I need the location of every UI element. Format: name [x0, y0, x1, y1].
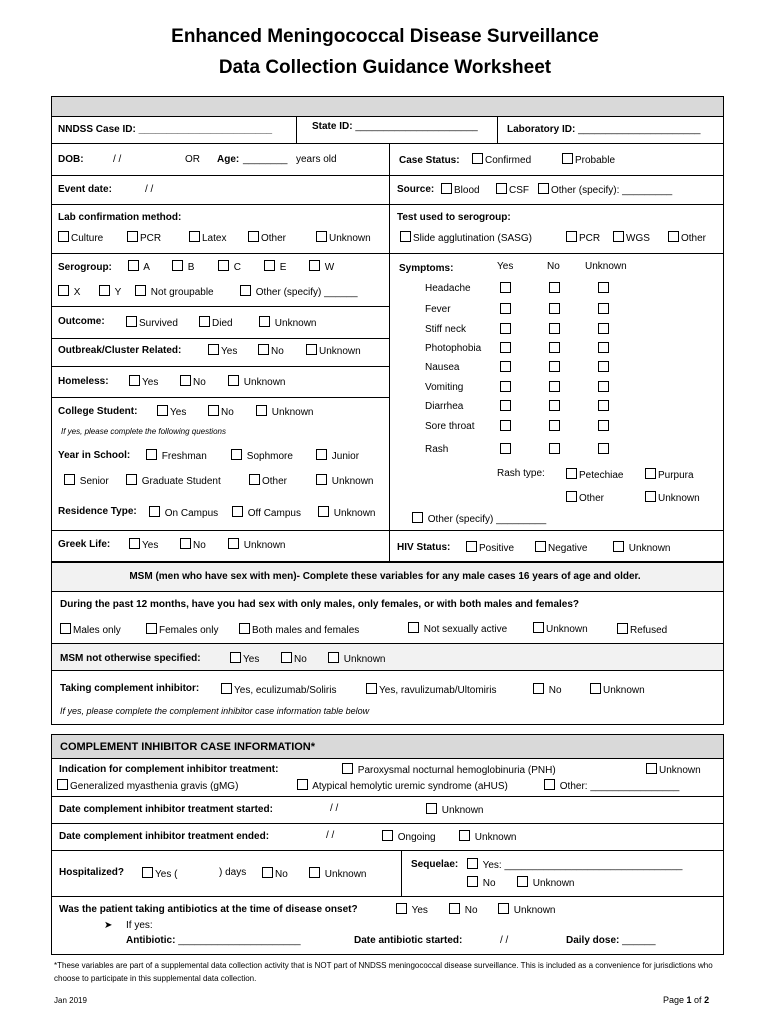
symptom-label: Vomiting: [425, 382, 464, 393]
past12-females-only[interactable]: Females only: [146, 623, 218, 636]
year-senior[interactable]: Senior: [64, 474, 109, 487]
checkbox[interactable]: [466, 541, 477, 552]
symptom-label: Fever: [425, 304, 451, 315]
serogroup-test-pcr[interactable]: PCR: [566, 231, 600, 244]
complement-soliris[interactable]: Yes, eculizumab/Soliris: [221, 683, 336, 696]
checkbox[interactable]: [180, 538, 191, 549]
symptom-yes-checkbox[interactable]: [500, 342, 511, 353]
checkbox[interactable]: [467, 876, 478, 887]
started-label: Date complement inhibitor treatment started:: [59, 804, 273, 815]
symptom-unknown-checkbox[interactable]: [598, 323, 609, 334]
complement-note: If yes, please complete the complement inhibitor case information table below: [60, 706, 370, 716]
outcome-unknown[interactable]: Unknown: [259, 316, 316, 329]
serogroup-not-groupable[interactable]: Not groupable: [135, 285, 214, 298]
serogroup-e[interactable]: E: [264, 260, 286, 273]
dob-or: OR: [185, 154, 200, 165]
checkbox[interactable]: [240, 285, 251, 296]
checkbox[interactable]: [309, 260, 320, 271]
lab-method-label: Lab confirmation method:: [58, 212, 182, 223]
laboratory-id-field[interactable]: ______________________: [578, 124, 701, 135]
checkbox[interactable]: [239, 623, 250, 634]
checkbox[interactable]: [342, 763, 353, 774]
case-status-confirmed[interactable]: Confirmed: [472, 153, 531, 166]
past12-refused[interactable]: Refused: [617, 623, 667, 636]
symptom-unknown-checkbox[interactable]: [598, 282, 609, 293]
checkbox[interactable]: [400, 231, 411, 242]
checkbox[interactable]: [258, 344, 269, 355]
outcome-label: Outcome:: [58, 316, 105, 327]
page-number: Page 1 of 2: [663, 995, 710, 1005]
outcome-survived[interactable]: Survived: [126, 316, 178, 329]
age-label: Age:: [217, 154, 240, 165]
checkbox[interactable]: [472, 153, 483, 164]
ended-unknown[interactable]: Unknown: [459, 830, 516, 843]
symptom-unknown-checkbox[interactable]: [598, 443, 609, 454]
hospitalized-no[interactable]: No: [262, 867, 288, 880]
checkbox[interactable]: [180, 375, 191, 386]
past12-not-active[interactable]: Not sexually active: [408, 622, 507, 635]
year-sophmore[interactable]: Sophmore: [231, 449, 293, 462]
hiv-positive[interactable]: Positive: [466, 541, 514, 554]
outbreak-label: Outbreak/Cluster Related:: [58, 345, 182, 356]
checkbox[interactable]: [441, 183, 452, 194]
case-status-label: Case Status:: [399, 155, 460, 166]
lab-method-unknown[interactable]: Unknown: [316, 231, 371, 244]
checkbox[interactable]: [408, 622, 419, 633]
checkbox[interactable]: [412, 512, 423, 523]
hiv-label: HIV Status:: [397, 542, 451, 553]
year-freshman[interactable]: Freshman: [146, 449, 207, 462]
checkbox[interactable]: [58, 231, 69, 242]
greek-yes[interactable]: Yes: [129, 538, 158, 551]
checkbox[interactable]: [613, 541, 624, 552]
symptom-label: Diarrhea: [425, 401, 464, 412]
year-other[interactable]: Other: [249, 474, 287, 487]
hiv-negative[interactable]: Negative: [535, 541, 587, 554]
nndss-case-id-label: NNDSS Case ID: ________________________: [58, 124, 273, 135]
checkbox[interactable]: [149, 506, 160, 517]
main-info-section: [51, 96, 724, 562]
year-graduate[interactable]: Graduate Student: [126, 474, 221, 487]
symptom-no-checkbox[interactable]: [549, 323, 560, 334]
year-unknown[interactable]: Unknown: [316, 474, 373, 487]
past12-unknown[interactable]: Unknown: [533, 622, 588, 635]
checkbox[interactable]: [535, 541, 546, 552]
checkbox[interactable]: [262, 867, 273, 878]
dob-field[interactable]: / /: [113, 154, 122, 165]
checkbox[interactable]: [60, 623, 71, 634]
lab-method-pcr[interactable]: PCR: [127, 231, 161, 244]
symptom-unknown-checkbox[interactable]: [598, 400, 609, 411]
checkbox[interactable]: [259, 316, 270, 327]
indication-ahus[interactable]: Atypical hemolytic uremic syndrome (aHUS): [297, 779, 508, 792]
checkbox[interactable]: [127, 231, 138, 242]
serogroup-test-label: Test used to serogroup:: [397, 212, 511, 223]
symptoms-col-no: No: [547, 261, 560, 272]
rash-purpura[interactable]: Purpura: [645, 468, 694, 481]
checkbox[interactable]: [533, 683, 544, 694]
hospitalized-unknown[interactable]: Unknown: [309, 867, 366, 880]
indication-unknown[interactable]: Unknown: [646, 763, 701, 776]
residence-label: Residence Type:: [58, 506, 137, 517]
symptom-no-checkbox[interactable]: [549, 400, 560, 411]
symptom-label: Headache: [425, 283, 471, 294]
antibiotics-question: Was the patient taking antibiotics at the time of disease onset?: [59, 904, 358, 915]
checkbox[interactable]: [228, 375, 239, 386]
daily-dose-field[interactable]: Daily dose: ______: [566, 935, 656, 946]
arrow-right-icon: ➤: [104, 920, 113, 931]
symptoms-col-yes: Yes: [497, 261, 514, 272]
symptom-unknown-checkbox[interactable]: [598, 303, 609, 314]
symptom-yes-checkbox[interactable]: [500, 443, 511, 454]
source-label: Source:: [397, 184, 435, 195]
msm-nos-label: MSM not otherwise specified:: [60, 653, 201, 664]
hospitalized-label: Hospitalized?: [59, 867, 125, 878]
laboratory-id-label: Laboratory ID: ______________________: [507, 124, 701, 135]
checkbox[interactable]: [57, 779, 68, 790]
serogroup-test-other[interactable]: Other: [668, 231, 706, 244]
source-csf[interactable]: CSF: [496, 183, 529, 196]
checkbox[interactable]: [668, 231, 679, 242]
greek-label: Greek Life:: [58, 539, 111, 550]
checkbox[interactable]: [126, 316, 137, 327]
form-title-line1: Enhanced Meningococcal Disease Surveillance: [171, 26, 599, 47]
homeless-yes[interactable]: Yes: [129, 375, 158, 388]
checkbox[interactable]: [566, 468, 577, 479]
greek-no[interactable]: No: [180, 538, 206, 551]
rash-type-label: Rash type:: [497, 468, 545, 479]
checkbox[interactable]: [146, 449, 157, 460]
rash-petechiae[interactable]: Petechiae: [566, 468, 623, 481]
serogroup-c[interactable]: C: [218, 260, 241, 273]
dob-label: DOB:: [58, 154, 84, 165]
checkbox[interactable]: [208, 344, 219, 355]
residence-on-campus[interactable]: On Campus: [149, 506, 218, 519]
checkbox[interactable]: [232, 506, 243, 517]
checkbox[interactable]: [126, 474, 137, 485]
checkbox[interactable]: [221, 683, 232, 694]
symptom-yes-checkbox[interactable]: [500, 282, 511, 293]
checkbox[interactable]: [218, 260, 229, 271]
checkbox[interactable]: [467, 858, 478, 869]
symptom-label: Photophobia: [425, 343, 482, 354]
nndss-case-id-field[interactable]: ________________________: [138, 124, 273, 135]
college-yes[interactable]: Yes: [157, 405, 186, 418]
date-started-field[interactable]: / /: [500, 935, 509, 946]
checkbox[interactable]: [230, 652, 241, 663]
symptoms-label: Symptoms:: [399, 263, 454, 274]
checkbox[interactable]: [231, 449, 242, 460]
checkbox[interactable]: [396, 903, 407, 914]
sequelae-no[interactable]: No: [467, 876, 496, 889]
college-unknown[interactable]: Unknown: [256, 405, 313, 418]
checkbox[interactable]: [318, 506, 329, 517]
checkbox[interactable]: [617, 623, 628, 634]
checkbox[interactable]: [459, 830, 470, 841]
symptom-unknown-checkbox[interactable]: [598, 420, 609, 431]
msm-header: MSM (men who have sex with men)- Complete these variables for any male cases 16 years of age and older.: [129, 571, 641, 582]
past12-both[interactable]: Both males and females: [239, 623, 359, 636]
checkbox[interactable]: [426, 803, 437, 814]
homeless-unknown[interactable]: Unknown: [228, 375, 285, 388]
college-label: College Student:: [58, 406, 138, 417]
date-started-label: Date antibiotic started:: [354, 935, 463, 946]
indication-gmg[interactable]: Generalized myasthenia gravis (gMG): [57, 779, 238, 792]
symptom-yes-checkbox[interactable]: [500, 400, 511, 411]
indication-label: Indication for complement inhibitor treatment:: [59, 764, 279, 775]
rash-unknown[interactable]: Unknown: [645, 491, 700, 504]
serogroup-x[interactable]: X: [58, 285, 80, 298]
ended-label: Date complement inhibitor treatment ended:: [59, 831, 270, 842]
complement-label: Taking complement inhibitor:: [60, 683, 200, 694]
checkbox[interactable]: [228, 538, 239, 549]
checkbox[interactable]: [645, 491, 656, 502]
checkbox[interactable]: [157, 405, 168, 416]
if-yes-label: If yes:: [126, 920, 153, 931]
checkbox[interactable]: [496, 183, 507, 194]
checkbox[interactable]: [562, 153, 573, 164]
symptoms-col-unknown: Unknown: [585, 261, 627, 272]
antibiotics-no[interactable]: No: [449, 903, 478, 916]
checkbox[interactable]: [328, 652, 339, 663]
checkbox[interactable]: [646, 763, 657, 774]
symptom-no-checkbox[interactable]: [549, 282, 560, 293]
year-school-label: Year in School:: [58, 450, 131, 461]
state-id-field[interactable]: ______________________: [355, 121, 478, 132]
sequelae-unknown[interactable]: Unknown: [517, 876, 574, 889]
checkbox[interactable]: [189, 231, 200, 242]
event-date-field[interactable]: / /: [145, 184, 154, 195]
sequelae-label: Sequelae:: [411, 859, 459, 870]
state-id-label: State ID: ______________________: [312, 121, 478, 132]
checkbox[interactable]: [382, 830, 393, 841]
checkbox[interactable]: [309, 867, 320, 878]
checkbox[interactable]: [135, 285, 146, 296]
symptom-no-checkbox[interactable]: [549, 443, 560, 454]
symptom-no-checkbox[interactable]: [549, 303, 560, 314]
source-other[interactable]: Other (specify): _________: [538, 183, 672, 196]
msm-nos-unknown[interactable]: Unknown: [328, 652, 385, 665]
case-status-probable[interactable]: Probable: [562, 153, 615, 166]
complement-ultomiris[interactable]: Yes, ravulizumab/Ultomiris: [366, 683, 496, 696]
lab-method-culture[interactable]: Culture: [58, 231, 103, 244]
complement-no[interactable]: No: [533, 683, 562, 696]
checkbox[interactable]: [142, 867, 153, 878]
past12-males-only[interactable]: Males only: [60, 623, 121, 636]
checkbox[interactable]: [129, 375, 140, 386]
msm-nos-no[interactable]: No: [281, 652, 307, 665]
symptom-yes-checkbox[interactable]: [500, 323, 511, 334]
checkbox[interactable]: [129, 538, 140, 549]
checkbox[interactable]: [566, 491, 577, 502]
checkbox[interactable]: [645, 468, 656, 479]
checkbox[interactable]: [517, 876, 528, 887]
symptom-label: Stiff neck: [425, 324, 466, 335]
symptom-unknown-checkbox[interactable]: [598, 342, 609, 353]
antibiotic-field[interactable]: Antibiotic: ______________________: [126, 935, 301, 946]
lab-method-latex[interactable]: Latex: [189, 231, 226, 244]
checkbox[interactable]: [208, 405, 219, 416]
form-title-line2: Data Collection Guidance Worksheet: [218, 57, 552, 78]
symptom-no-checkbox[interactable]: [549, 420, 560, 431]
antibiotics-yes[interactable]: Yes: [396, 903, 428, 916]
homeless-label: Homeless:: [58, 376, 109, 387]
college-note: If yes, please complete the following questions: [61, 427, 226, 436]
footnote: *These variables are part of a supplemental data collection activity that is NOT part of NNDSS meningococcal disease surveillance. This is included as a convenience for jurisdictions who choose to participate in this supplemental data collection.: [54, 961, 713, 983]
checkbox[interactable]: [199, 316, 210, 327]
symptom-yes-checkbox[interactable]: [500, 361, 511, 372]
serogroup-w[interactable]: W: [309, 260, 334, 273]
indication-pnh[interactable]: Paroxysmal nocturnal hemoglobinuria (PNH): [342, 763, 556, 776]
symptom-label: Rash: [425, 444, 449, 455]
homeless-no[interactable]: No: [180, 375, 206, 388]
symptom-label: Sore throat: [425, 421, 475, 432]
checkbox[interactable]: [172, 260, 183, 271]
symptom-unknown-checkbox[interactable]: [598, 361, 609, 372]
college-no[interactable]: No: [208, 405, 234, 418]
ended-ongoing[interactable]: Ongoing: [382, 830, 436, 843]
checkbox[interactable]: [316, 474, 327, 485]
started-unknown[interactable]: Unknown: [426, 803, 483, 816]
serogroup-test-wgs[interactable]: WGS: [613, 231, 650, 244]
checkbox[interactable]: [249, 474, 260, 485]
checkbox[interactable]: [498, 903, 509, 914]
past12-question: During the past 12 months, have you had sex with only males, only females, or with both males and females?: [60, 599, 580, 610]
outcome-died[interactable]: Died: [199, 316, 233, 329]
checkbox[interactable]: [128, 260, 139, 271]
indication-other[interactable]: Other: ________________: [544, 779, 679, 792]
checkbox[interactable]: [449, 903, 460, 914]
symptom-unknown-checkbox[interactable]: [598, 381, 609, 392]
checkbox[interactable]: [544, 779, 555, 790]
footer-date: Jan 2019: [54, 996, 87, 1005]
checkbox[interactable]: [146, 623, 157, 634]
symptom-no-checkbox[interactable]: [549, 381, 560, 392]
checkbox[interactable]: [316, 231, 327, 242]
source-blood[interactable]: Blood: [441, 183, 480, 196]
serogroup-other[interactable]: Other (specify) ______: [240, 285, 358, 298]
serogroup-a[interactable]: A: [128, 260, 150, 273]
symptom-no-checkbox[interactable]: [549, 342, 560, 353]
complement-unknown[interactable]: Unknown: [590, 683, 645, 696]
symptom-yes-checkbox[interactable]: [500, 420, 511, 431]
residence-unknown[interactable]: Unknown: [318, 506, 375, 519]
hospitalized-days[interactable]: ) days: [219, 867, 247, 878]
age-field[interactable]: ________: [243, 154, 288, 165]
antibiotics-unknown[interactable]: Unknown: [498, 903, 555, 916]
checkbox[interactable]: [366, 683, 377, 694]
serogroup-y[interactable]: Y: [99, 285, 121, 298]
sequelae-yes[interactable]: Yes: ________________________________: [467, 858, 682, 871]
outbreak-unknown[interactable]: Unknown: [306, 344, 361, 357]
msm-nos-yes[interactable]: Yes: [230, 652, 259, 665]
checkbox[interactable]: [58, 285, 69, 296]
ended-date-field[interactable]: / /: [326, 830, 335, 841]
symptom-label: Nausea: [425, 362, 460, 373]
checkbox[interactable]: [590, 683, 601, 694]
symptom-yes-checkbox[interactable]: [500, 381, 511, 392]
year-junior[interactable]: Junior: [316, 449, 359, 462]
checkbox[interactable]: [64, 474, 75, 485]
serogroup-test-sasg[interactable]: Slide agglutination (SASG): [400, 231, 532, 244]
checkbox[interactable]: [533, 622, 544, 633]
section-header-bar: [52, 97, 723, 116]
serogroup-label: Serogroup:: [58, 262, 112, 273]
checkbox[interactable]: [248, 231, 259, 242]
age-unit: years old: [296, 154, 337, 165]
checkbox[interactable]: [297, 779, 308, 790]
serogroup-b[interactable]: B: [172, 260, 194, 273]
greek-unknown[interactable]: Unknown: [228, 538, 285, 551]
lab-method-other[interactable]: Other: [248, 231, 286, 244]
rash-other[interactable]: Other: [566, 491, 604, 504]
ci-header: COMPLEMENT INHIBITOR CASE INFORMATION*: [60, 741, 316, 753]
checkbox[interactable]: [613, 231, 624, 242]
residence-off-campus[interactable]: Off Campus: [232, 506, 301, 519]
hiv-unknown[interactable]: Unknown: [613, 541, 670, 554]
checkbox[interactable]: [316, 449, 327, 460]
checkbox[interactable]: [566, 231, 577, 242]
checkbox[interactable]: [281, 652, 292, 663]
checkbox[interactable]: [306, 344, 317, 355]
outbreak-no[interactable]: No: [258, 344, 284, 357]
symptom-other-specify[interactable]: Other (specify) _________: [412, 512, 546, 525]
event-date-label: Event date:: [58, 184, 112, 195]
symptom-no-checkbox[interactable]: [549, 361, 560, 372]
started-date-field[interactable]: / /: [330, 803, 339, 814]
checkbox[interactable]: [264, 260, 275, 271]
checkbox[interactable]: [99, 285, 110, 296]
hospitalized-yes[interactable]: Yes (: [142, 867, 177, 880]
checkbox[interactable]: [256, 405, 267, 416]
symptom-yes-checkbox[interactable]: [500, 303, 511, 314]
checkbox[interactable]: [538, 183, 549, 194]
outbreak-yes[interactable]: Yes: [208, 344, 237, 357]
